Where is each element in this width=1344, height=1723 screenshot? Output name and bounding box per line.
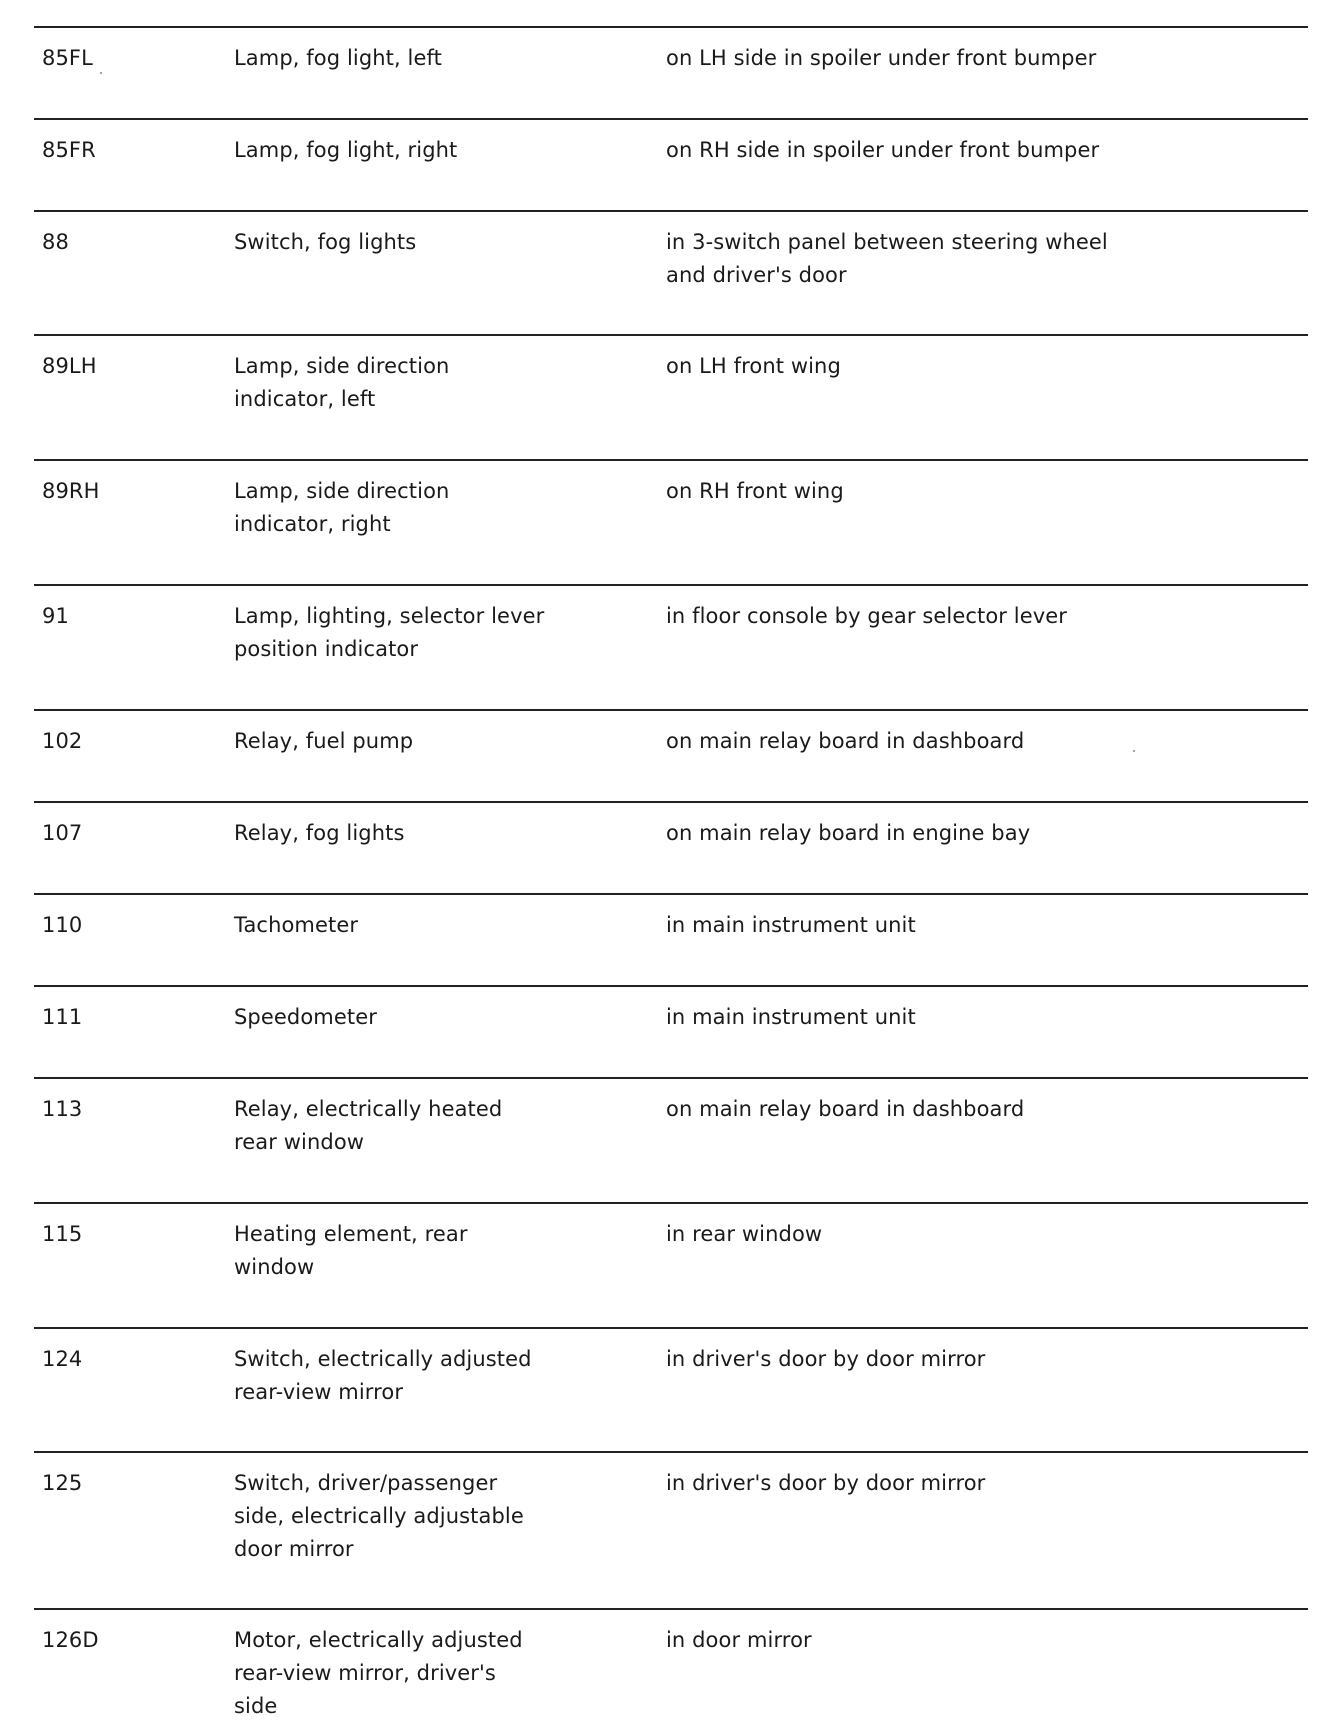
table-row [34,985,1308,1029]
component-description: Speedometer [234,1005,377,1029]
component-description: Heating element, rear window [234,1222,468,1279]
table-row [34,118,1308,162]
table-row [34,210,1308,287]
component-code: 102 [42,729,83,753]
component-location: in driver's door by door mirror [666,1347,986,1371]
table-row [34,459,1308,536]
component-location: on LH side in spoiler under front bumper [666,46,1097,70]
component-location: on main relay board in engine bay [666,821,1031,845]
component-location: in main instrument unit [666,1005,916,1029]
component-code: 110 [42,913,83,937]
component-location: on main relay board in dashboard [666,729,1025,753]
component-code: 85FR [42,138,96,162]
component-code: 107 [42,821,83,845]
component-code: 125 [42,1471,83,1495]
component-description: Lamp, lighting, selector lever position indicator [234,604,545,661]
table-row [34,1077,1308,1154]
component-code: 88 [42,230,69,254]
component-description: Tachometer [234,913,359,937]
component-description: Switch, driver/passenger side, electrically adjustable door mirror [234,1471,524,1561]
table-row [34,1608,1308,1718]
table-row [34,26,1308,70]
table-row [34,893,1308,937]
component-location: in rear window [666,1222,823,1246]
component-code: 113 [42,1097,83,1121]
component-location: in 3-switch panel between steering wheel and driver's door [666,230,1108,287]
component-code: 91 [42,604,69,628]
component-location: on RH side in spoiler under front bumper [666,138,1100,162]
component-code: 124 [42,1347,83,1371]
scan-speck [100,72,102,74]
component-description: Lamp, fog light, left [234,46,442,70]
component-description: Relay, fog lights [234,821,405,845]
component-location: in driver's door by door mirror [666,1471,986,1495]
table-row [34,1327,1308,1404]
table-row [34,1202,1308,1279]
component-location: on main relay board in dashboard [666,1097,1025,1121]
table-row [34,801,1308,845]
component-location: in main instrument unit [666,913,916,937]
component-description: Switch, electrically adjusted rear-view mirror [234,1347,532,1404]
component-description: Lamp, side direction indicator, right [234,479,450,536]
component-code: 89LH [42,354,97,378]
component-code: 126D [42,1628,99,1652]
component-description: Lamp, fog light, right [234,138,458,162]
component-code: 89RH [42,479,100,503]
component-code: 115 [42,1222,83,1246]
component-description: Relay, fuel pump [234,729,414,753]
table-row [34,584,1308,661]
component-location: on LH front wing [666,354,841,378]
component-location: in floor console by gear selector lever [666,604,1068,628]
table-row [34,709,1308,753]
component-description: Lamp, side direction indicator, left [234,354,450,411]
component-location: on RH front wing [666,479,844,503]
component-description: Relay, electrically heated rear window [234,1097,503,1154]
component-code: 85FL [42,46,93,70]
component-code: 111 [42,1005,83,1029]
component-description: Motor, electrically adjusted rear-view mirror, driver's side [234,1628,523,1718]
scan-speck [1133,750,1135,752]
table-row [34,334,1308,411]
component-description: Switch, fog lights [234,230,417,254]
component-location: in door mirror [666,1628,812,1652]
table-row [34,1451,1308,1561]
